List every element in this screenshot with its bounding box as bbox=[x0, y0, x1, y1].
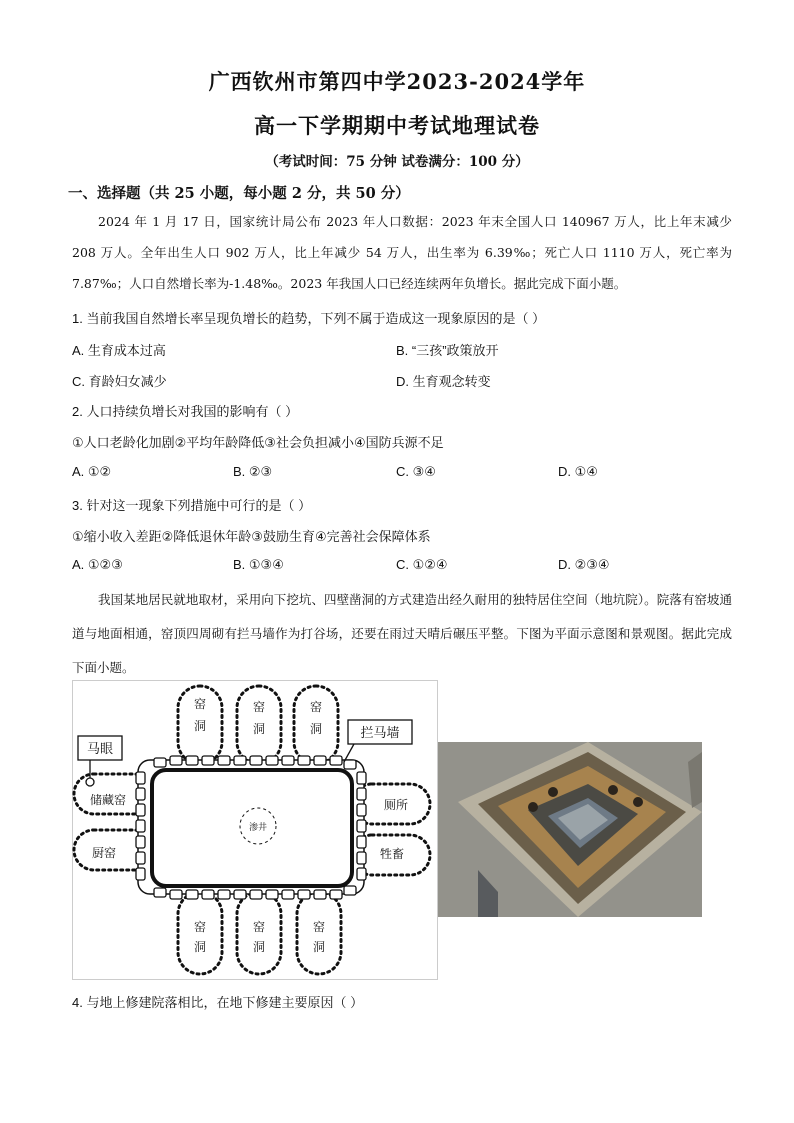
cave-top-1-char2: 洞 bbox=[193, 719, 207, 733]
cave-top-2-char1: 窑 bbox=[252, 700, 266, 714]
q3-option-a[interactable]: A. ①②③ bbox=[72, 557, 123, 572]
question-2-stem: 2. 人口持续负增长对我国的影响有（ ） bbox=[72, 404, 299, 419]
q1-option-c[interactable]: C. 育龄妇女减少 bbox=[72, 374, 167, 389]
wall-label: 拦马墙 bbox=[360, 726, 400, 741]
q2-option-c[interactable]: C. ③④ bbox=[396, 464, 436, 479]
title-line1: 广西钦州市第四中学2023-2024学年 bbox=[208, 69, 586, 94]
q3-option-b[interactable]: B. ①③④ bbox=[233, 557, 284, 572]
cave-top-3-char1: 窑 bbox=[309, 700, 323, 714]
bottom-caves bbox=[178, 892, 341, 974]
question-3-stem: 3. 针对这一现象下列措施中可行的是（ ） bbox=[72, 498, 312, 513]
cave-top-3-char2: 洞 bbox=[309, 722, 323, 736]
question-3-items: ①缩小收入差距②降低退休年龄③鼓励生育④完善社会保障体系 bbox=[72, 529, 431, 544]
section-heading: 一、选择题（共 25 小题，每小题 2 分，共 50 分） bbox=[68, 185, 410, 202]
q3-option-c[interactable]: C. ①②④ bbox=[396, 557, 448, 572]
exam-info: （考试时间：75 分钟 试卷满分：100 分） bbox=[265, 154, 529, 170]
cave-bottom-2-char1: 窑 bbox=[252, 920, 266, 934]
cave-bottom-2-char2: 洞 bbox=[252, 940, 266, 954]
cave-bottom-1-char1: 窑 bbox=[193, 920, 207, 934]
top-caves bbox=[178, 686, 338, 764]
q2-option-a[interactable]: A. ①② bbox=[72, 464, 112, 479]
q1-option-b[interactable]: B. “三孩”政策放开 bbox=[396, 343, 499, 358]
q1-option-d[interactable]: D. 生育观念转变 bbox=[396, 374, 491, 389]
cave-top-1-char1: 窑 bbox=[193, 697, 207, 711]
title-line2: 高一下学期期中考试地理试卷 bbox=[254, 113, 540, 138]
passage-1 bbox=[72, 206, 732, 299]
storage-label: 储藏窑 bbox=[89, 793, 127, 807]
question-1-stem: 1. 当前我国自然增长率呈现负增长的趋势，下列不属于造成这一现象原因的是（ ） bbox=[72, 311, 546, 326]
courtyard-photo bbox=[438, 742, 702, 917]
courtyard-plan-diagram bbox=[72, 680, 438, 980]
livestock-label: 牲畜 bbox=[379, 847, 405, 861]
eye-label: 马眼 bbox=[86, 742, 114, 757]
eye-marker bbox=[86, 778, 94, 786]
passage-1-text: 2024 年 1 月 17 日，国家统计局公布 2023 年人口数据：2023 年末全国人口 140967 万人，比上年末减少 208 万人。全年出生人口 902 万人，比上年减少 54 万人，出生率为 6.39‰；死亡人口 1110 万人，死亡率为 7.87‰；人口自然增长率为-1.48‰。2023 年我国人口已经连续两年负增长。据此完成下面小题。 bbox=[72, 214, 732, 291]
q2-option-d[interactable]: D. ①④ bbox=[558, 464, 598, 479]
cave-top-2-char2: 洞 bbox=[252, 722, 266, 736]
cave-bottom-3-char1: 窑 bbox=[312, 920, 326, 934]
question-4-stem: 4. 与地上修建院落相比，在地下修建主要原因（ ） bbox=[72, 995, 364, 1010]
cave-bottom-1-char2: 洞 bbox=[193, 940, 207, 954]
passage-2 bbox=[72, 583, 732, 685]
question-2-items: ①人口老龄化加剧②平均年龄降低③社会负担减小④国防兵源不足 bbox=[72, 435, 444, 450]
q2-option-b[interactable]: B. ②③ bbox=[233, 464, 273, 479]
q3-option-d[interactable]: D. ②③④ bbox=[558, 557, 610, 572]
kitchen-label: 厨窑 bbox=[91, 846, 117, 860]
cave-bottom-3-char2: 洞 bbox=[312, 940, 326, 954]
q1-option-a[interactable]: A. 生育成本过高 bbox=[72, 343, 166, 358]
well-label: 渗井 bbox=[248, 823, 268, 833]
passage-2-text: 我国某地居民就地取材，采用向下挖坑、四壁凿洞的方式建造出经久耐用的独特居住空间（地坑院）。院落有窑坡通道与地面相通，窑顶四周砌有拦马墙作为打谷场，还要在雨过天晴后碾压平整。下图为平面示意图和景观图。据此完成下面小题。 bbox=[72, 592, 732, 675]
toilet-label: 厕所 bbox=[383, 798, 409, 812]
